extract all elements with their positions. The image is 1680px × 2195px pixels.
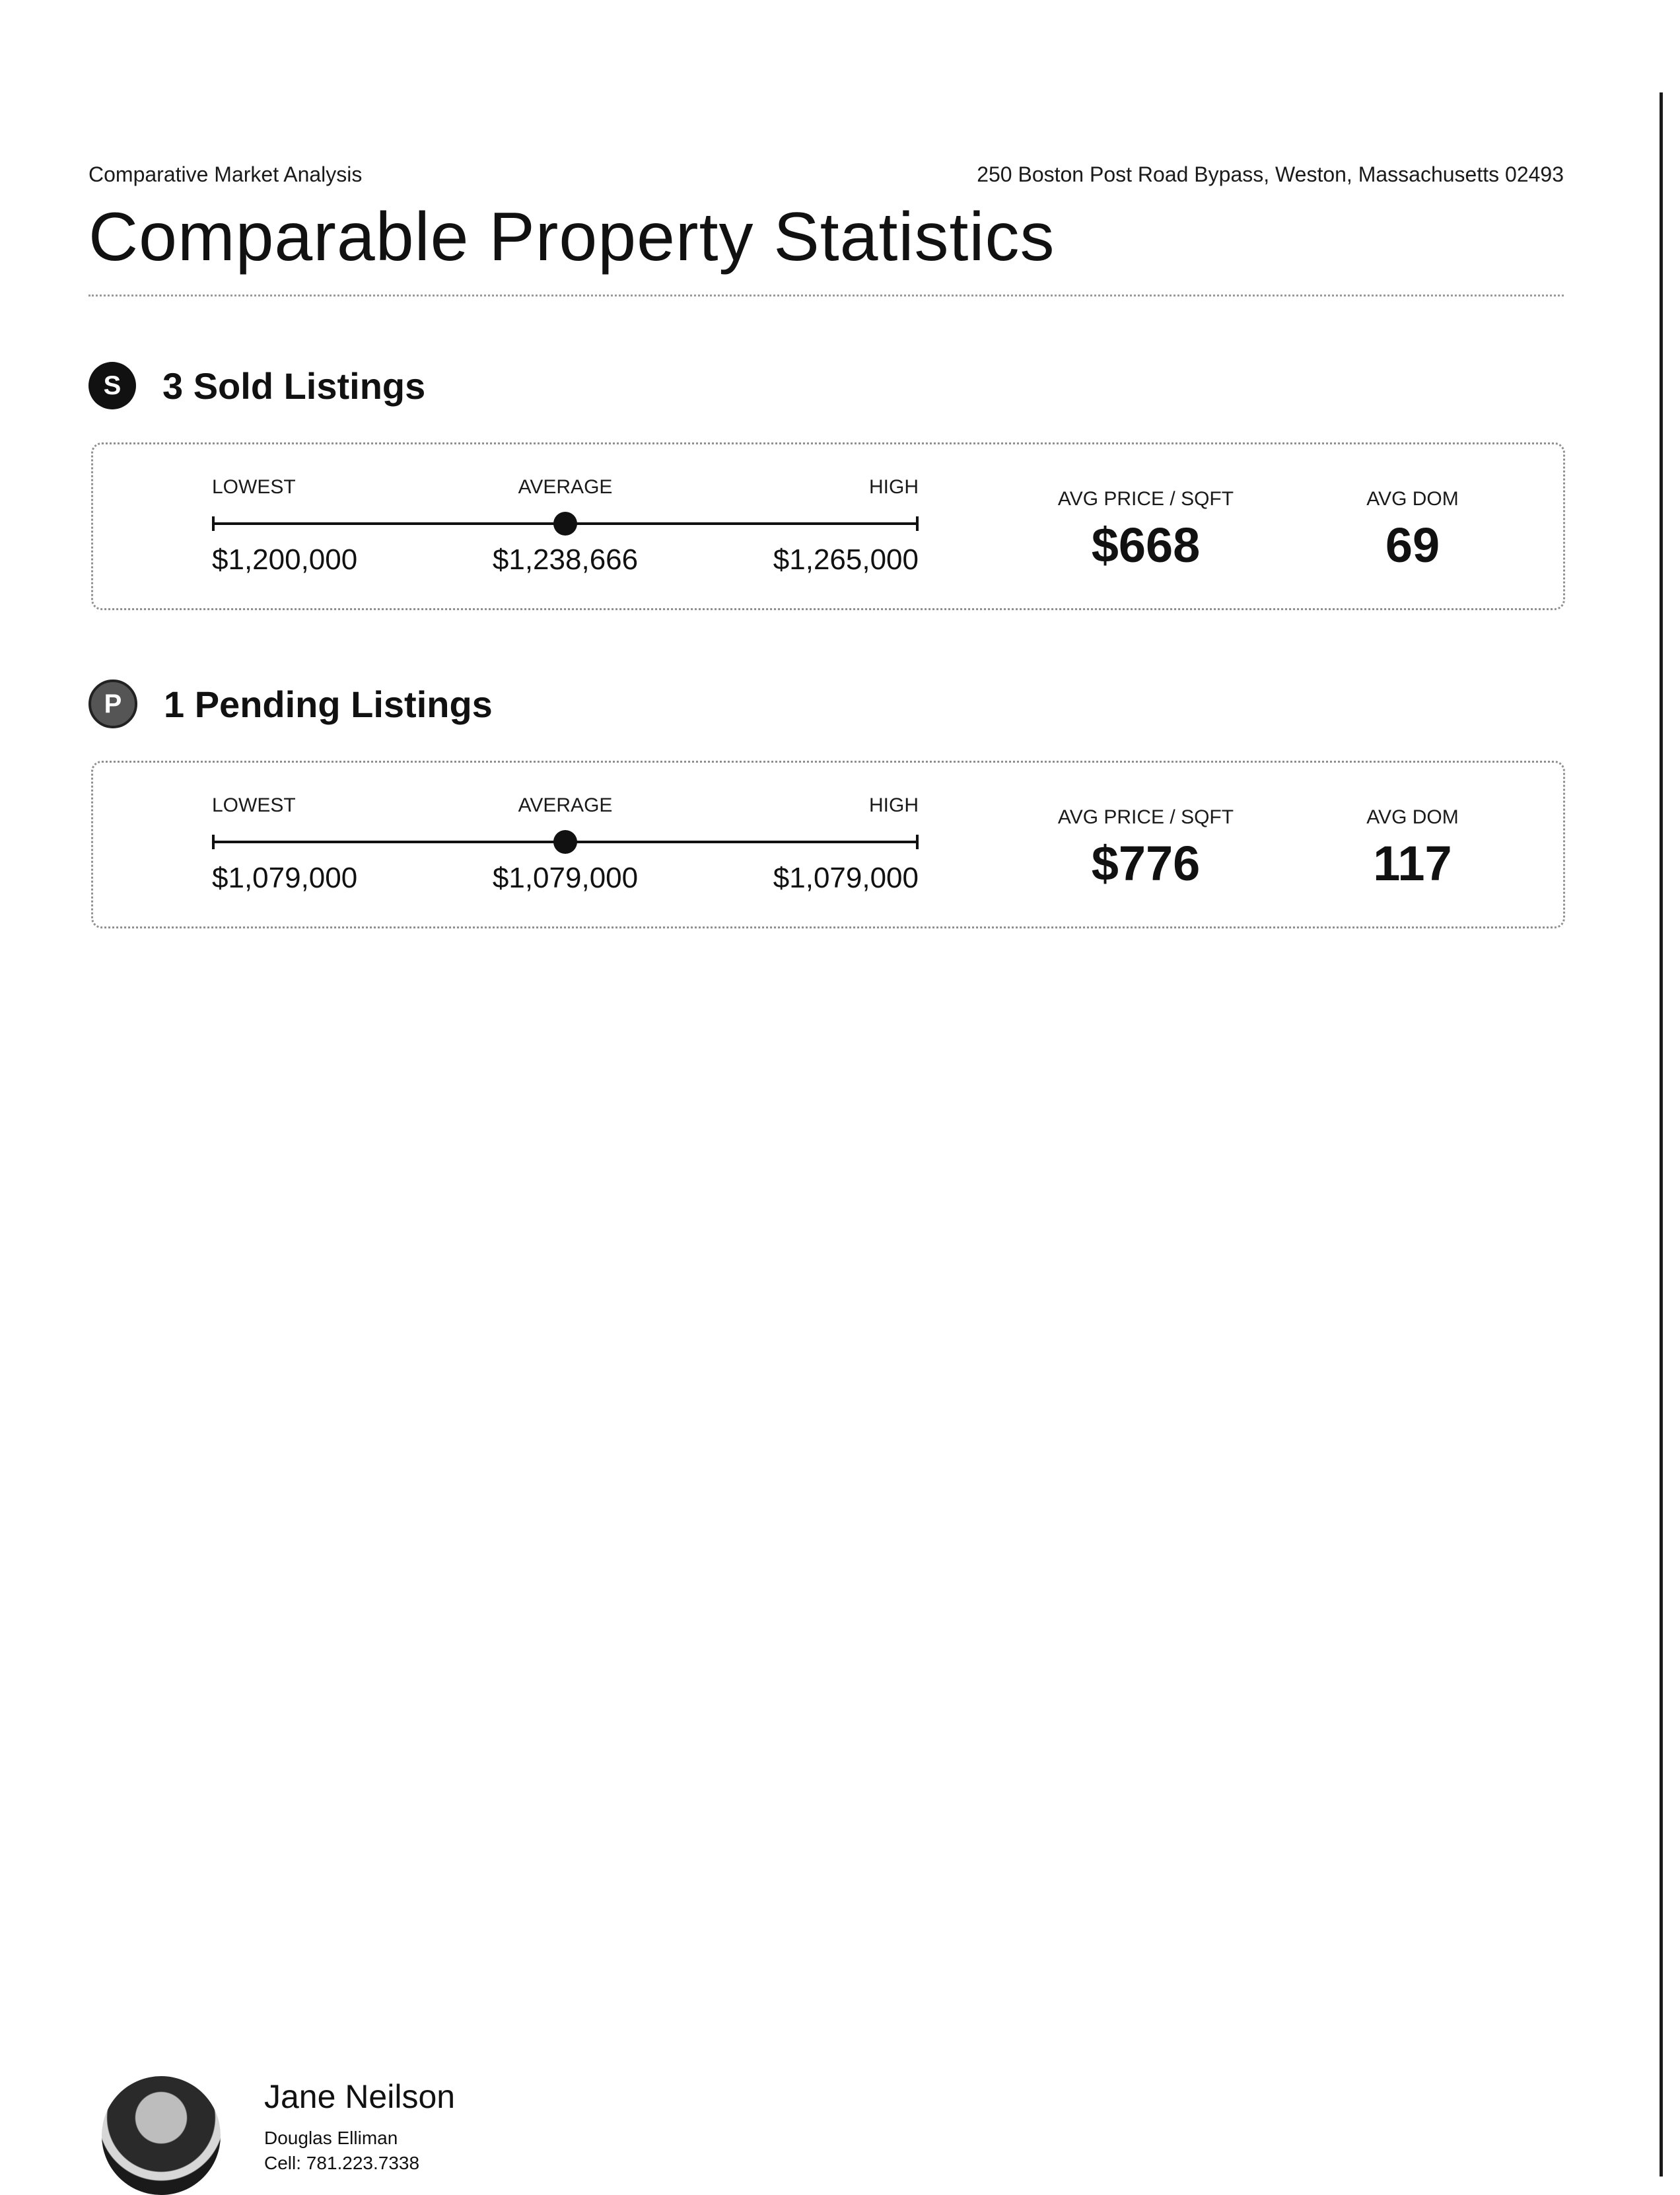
sold-lowest-label: LOWEST xyxy=(212,476,296,498)
sold-high-value: $1,265,000 xyxy=(773,543,919,576)
pending-section-title: 1 Pending Listings xyxy=(164,683,493,725)
pending-high-value: $1,079,000 xyxy=(773,862,919,894)
sold-average-value: $1,238,666 xyxy=(492,543,639,576)
sold-badge-icon: S xyxy=(88,362,136,409)
sold-price-range xyxy=(212,476,919,582)
page-title: Comparable Property Statistics xyxy=(88,199,1055,275)
pending-avg-price-sqft xyxy=(1058,806,1234,891)
pending-price-sqft-label: AVG PRICE / SQFT xyxy=(1057,806,1234,828)
agent-cell: Cell: 781.223.7338 xyxy=(264,2153,420,2173)
pending-range-end-tick xyxy=(916,835,919,849)
pending-high-label: HIGH xyxy=(869,794,919,816)
sold-avg-dom xyxy=(1366,488,1458,573)
pending-average-marker xyxy=(553,830,577,854)
pending-price-range xyxy=(212,794,919,900)
sold-high-label: HIGH xyxy=(869,476,919,498)
pending-range-start-tick xyxy=(212,835,215,849)
pending-stats-card xyxy=(91,761,1565,928)
pending-average-label: AVERAGE xyxy=(518,794,613,816)
pending-dom-value: 117 xyxy=(1373,836,1452,891)
sold-stats-card xyxy=(91,442,1565,610)
title-divider xyxy=(88,295,1564,296)
pending-avg-dom xyxy=(1366,806,1458,891)
page-edge-shadow xyxy=(1660,92,1663,2177)
sold-range-end-tick xyxy=(916,516,919,531)
agent-name: Jane Neilson xyxy=(264,2078,456,2115)
pending-lowest-label: LOWEST xyxy=(212,794,296,816)
sold-avg-price-sqft xyxy=(1058,488,1234,573)
agent-photo xyxy=(102,2076,221,2195)
sold-section-title: 3 Sold Listings xyxy=(162,365,426,407)
sold-price-sqft-value: $668 xyxy=(1091,518,1201,573)
pending-section-header xyxy=(88,678,493,730)
pending-price-sqft-value: $776 xyxy=(1091,836,1201,891)
sold-price-sqft-label: AVG PRICE / SQFT xyxy=(1057,488,1234,510)
sold-average-marker xyxy=(553,512,577,536)
sold-lowest-value: $1,200,000 xyxy=(212,543,358,576)
agent-company: Douglas Elliman xyxy=(264,2128,398,2148)
pending-average-value: $1,079,000 xyxy=(492,862,639,894)
sold-dom-value: 69 xyxy=(1385,518,1440,573)
property-address: 250 Boston Post Road Bypass, Weston, Massachusetts 02493 xyxy=(977,162,1564,186)
agent-footer xyxy=(102,2076,1422,2177)
pending-lowest-value: $1,079,000 xyxy=(212,862,358,894)
document-label: Comparative Market Analysis xyxy=(88,162,363,186)
sold-dom-label: AVG DOM xyxy=(1366,488,1459,510)
sold-average-label: AVERAGE xyxy=(518,476,613,498)
sold-range-start-tick xyxy=(212,516,215,531)
pending-dom-label: AVG DOM xyxy=(1366,806,1459,828)
pending-badge-icon: P xyxy=(88,679,137,728)
sold-section-header xyxy=(88,359,425,412)
